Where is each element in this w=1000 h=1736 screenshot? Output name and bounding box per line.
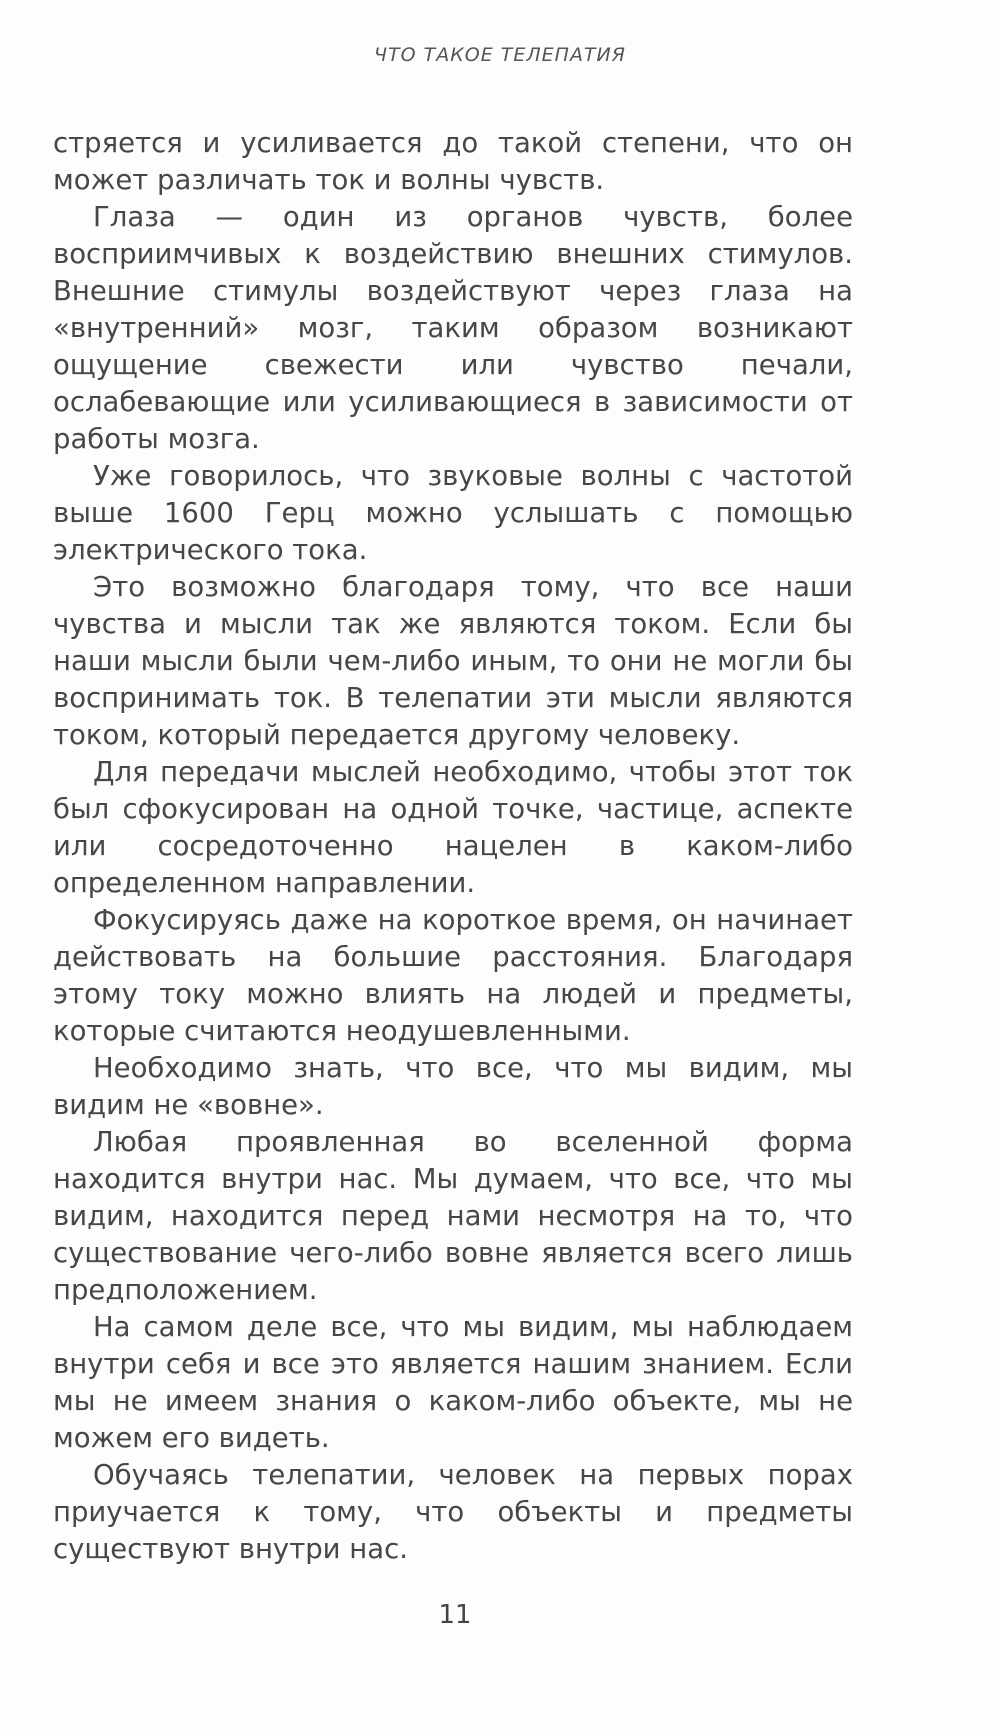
paragraph: стряется и усиливается до такой степени, что он может различать ток и волны чувств. [53, 127, 853, 196]
page-number: 11 [438, 1600, 472, 1630]
running-header: ЧТО ТАКОЕ ТЕЛЕПАТИЯ [374, 44, 626, 66]
paragraph: Уже говорилось, что звуковые волны с частотой выше 1600 Герц можно услышать с помощью электрического тока. [53, 460, 853, 566]
paragraph: Необходимо знать, что все, что мы видим, мы видим не «вовне». [53, 1052, 853, 1121]
paragraph: Фокусируясь даже на короткое время, он начинает действовать на большие расстояния. Благодаря этому току можно влиять на людей и предметы, которые считаются неодушевленными. [53, 904, 853, 1047]
body-text [53, 125, 853, 1568]
paragraph: Обучаясь телепатии, человек на первых порах приучается к тому, что объекты и предметы существуют внутри нас. [53, 1459, 853, 1565]
paragraph: На самом деле все, что мы видим, мы наблюдаем внутри себя и все это является нашим знанием. Если мы не имеем знания о каком-либо объекте, мы не можем его видеть. [53, 1311, 853, 1454]
paragraph: Это возможно благодаря тому, что все наши чувства и мысли так же являются током. Если бы наши мысли были чем-либо иным, то они не могли бы воспринимать ток. В телепатии эти мысли являются током, который передается другому человеку. [53, 571, 853, 751]
paragraph: Глаза — один из органов чувств, более восприимчивых к воздействию внешних стимулов. Внешние стимулы воздействуют через глаза на «внутренний» мозг, таким образом возникают ощущение свежести или чувство печали, ослабевающие или усиливающиеся в зависимости от работы мозга. [53, 201, 853, 455]
paragraph: Для передачи мыслей необходимо, чтобы этот ток был сфокусирован на одной точке, частице, аспекте или сосредоточенно нацелен в каком-либо определенном направлении. [53, 756, 853, 899]
paragraph: Любая проявленная во вселенной форма находится внутри нас. Мы думаем, что все, что мы видим, находится перед нами несмотря на то, что существование чего-либо вовне является всего лишь предположением. [53, 1126, 853, 1306]
